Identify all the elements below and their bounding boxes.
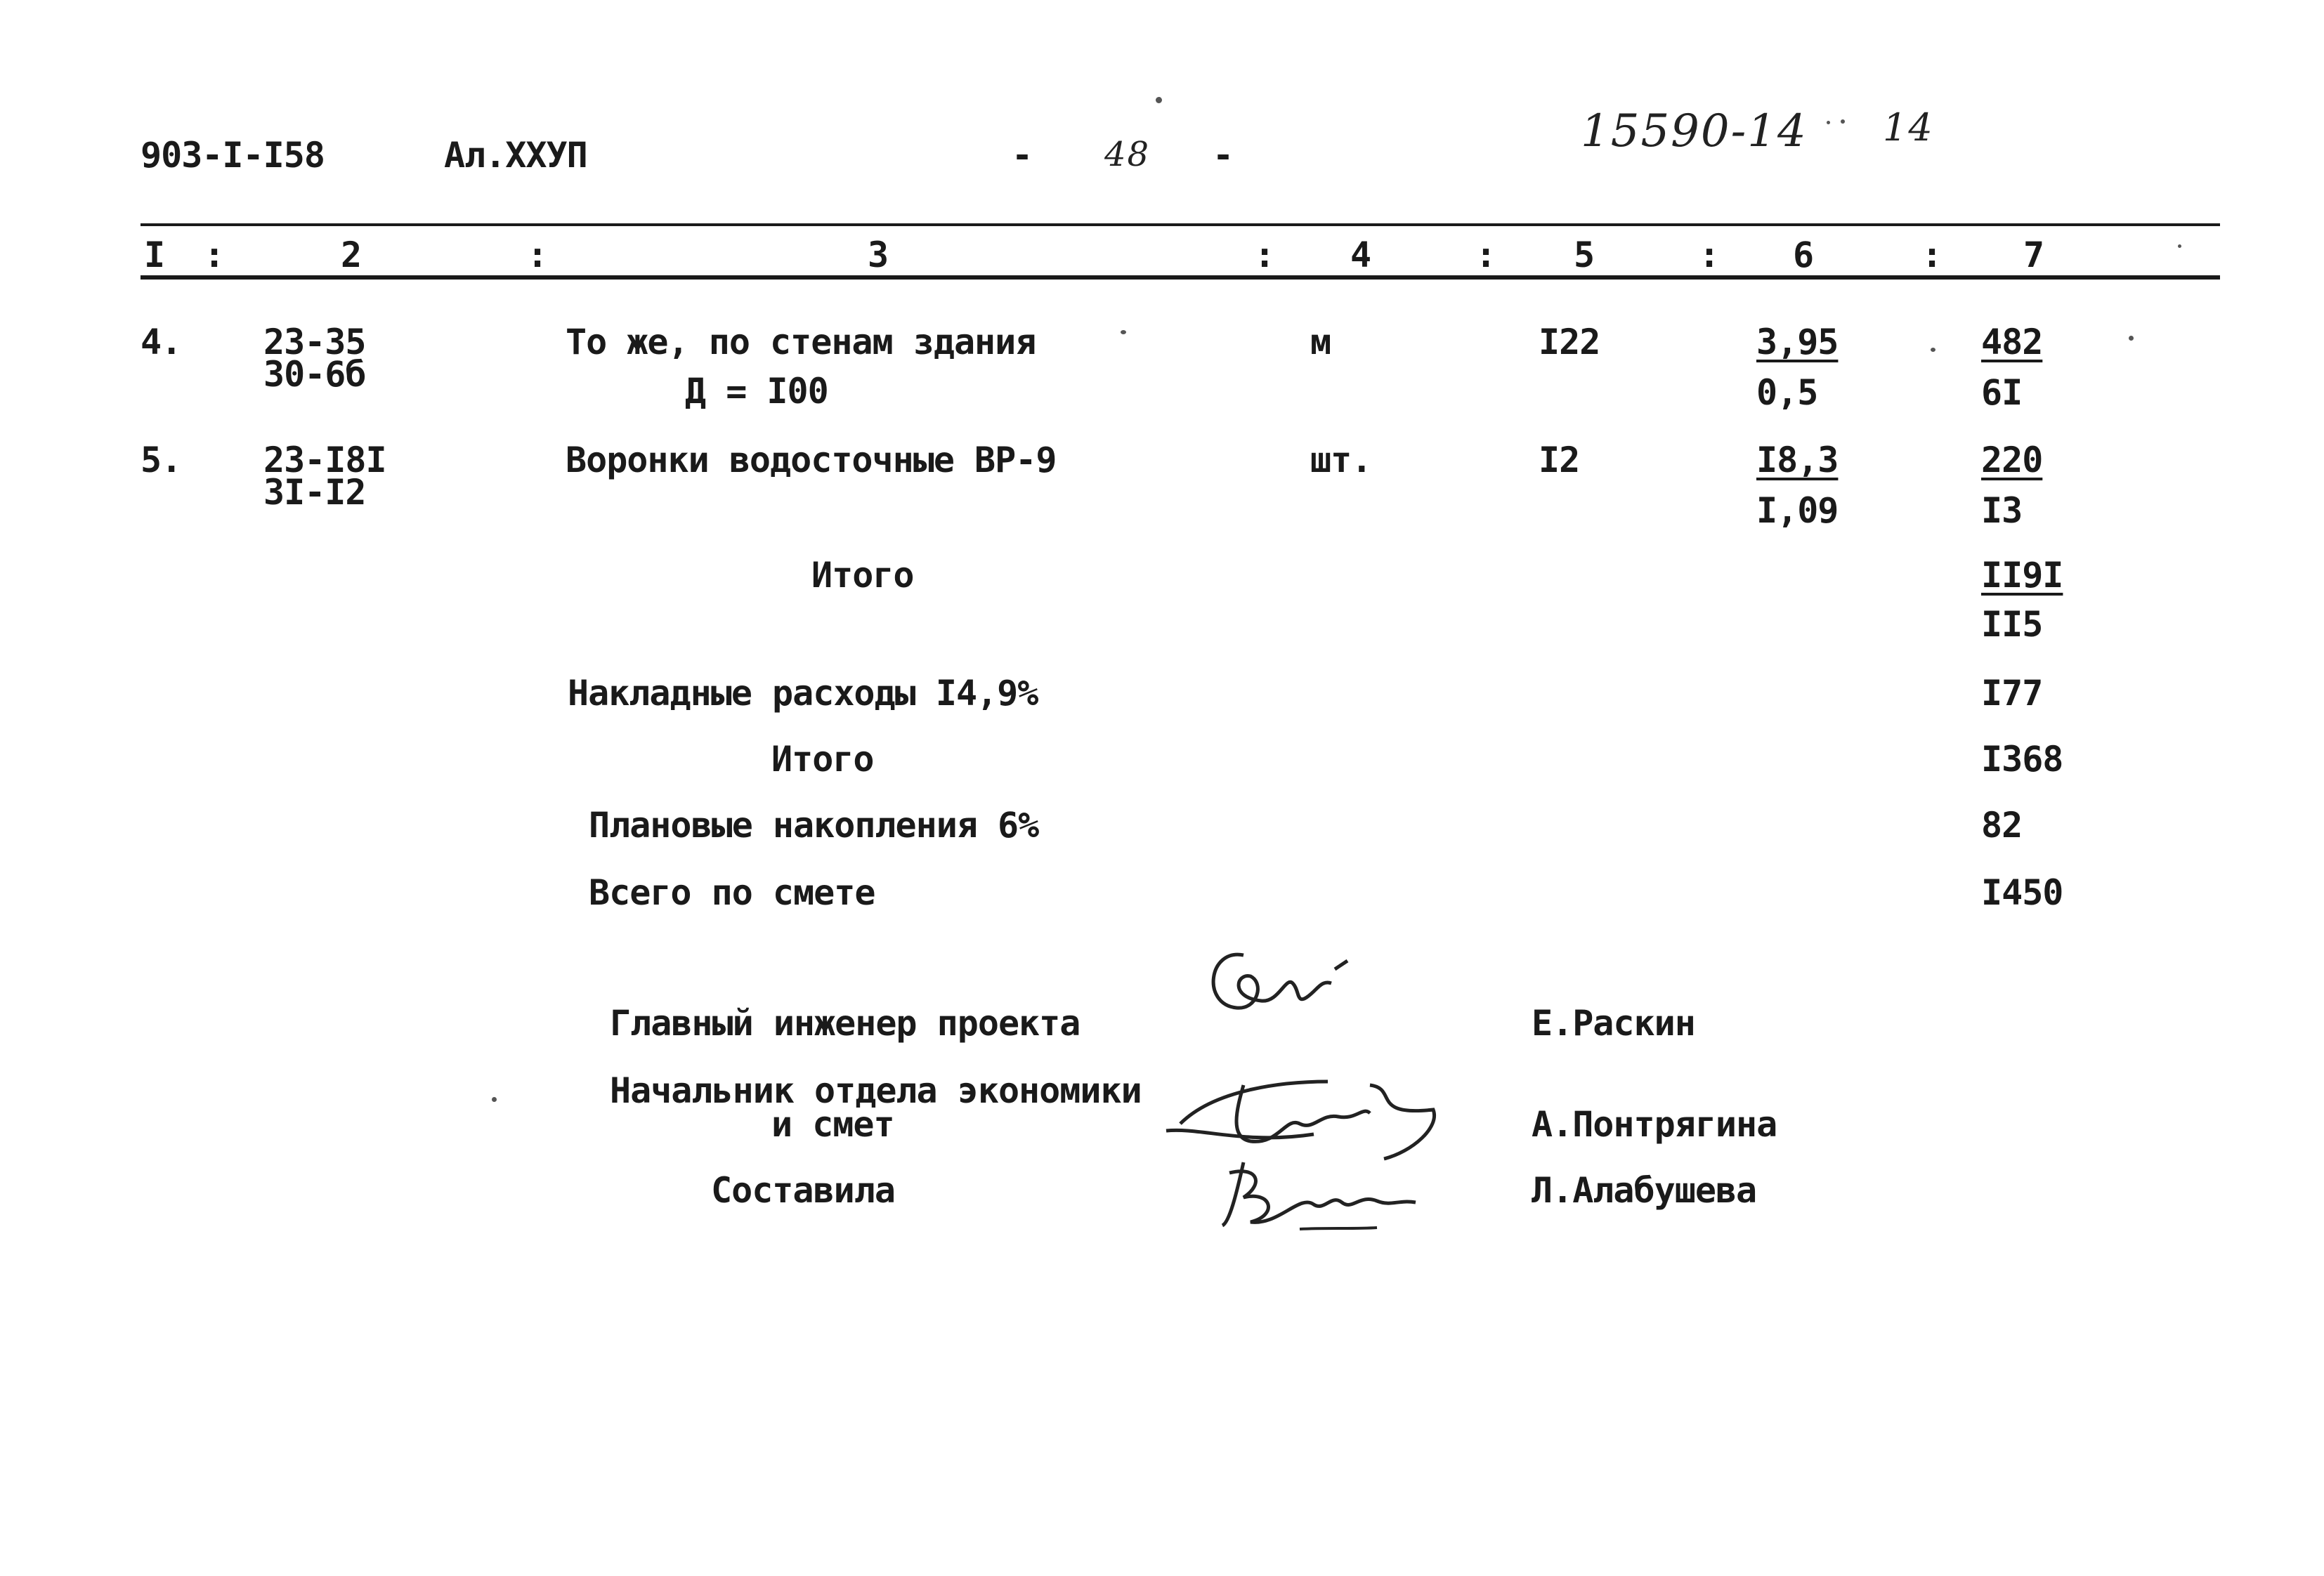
- column-header-3: 3: [868, 235, 889, 275]
- signature-role-department-head: Начальник отдела экономики: [610, 1070, 1142, 1111]
- summary-total-value: I368: [1981, 739, 2063, 780]
- scan-speck: [1931, 348, 1935, 352]
- signature-role-compiler: Составила: [711, 1170, 895, 1211]
- signature-mark-1: [1194, 941, 1363, 1032]
- summary-subtotal-value-bottom: II5: [1981, 604, 2043, 645]
- summary-overhead-value: I77: [1981, 673, 2043, 714]
- scan-speck: [1827, 121, 1830, 124]
- column-header-4: 4: [1350, 235, 1371, 275]
- page-dash-right: -: [1213, 135, 1234, 176]
- row-code-top: 23-35: [263, 322, 366, 362]
- page-number: 48: [1104, 135, 1151, 174]
- scan-speck: [1841, 119, 1845, 124]
- signature-name-department-head: А.Понтрягина: [1532, 1104, 1777, 1145]
- archive-number: 15590-14: [1581, 105, 1808, 157]
- summary-subtotal-value: II9I: [1981, 555, 2063, 596]
- column-separator: :: [1921, 235, 1943, 275]
- row-name: Воронки водосточные ВР-9: [566, 440, 1057, 480]
- row-code-top: 23-I8I: [263, 440, 386, 480]
- signature-mark-3: [1215, 1152, 1426, 1236]
- row-number: 4.: [141, 322, 182, 362]
- scan-speck: [1156, 97, 1162, 103]
- row-quantity: I22: [1539, 322, 1600, 362]
- summary-grand-total-label: Всего по смете: [589, 872, 875, 913]
- sheet-label: Ал.XXУП: [444, 135, 587, 176]
- header-rule-bottom: [141, 275, 2220, 280]
- row-unit: шт.: [1310, 440, 1372, 480]
- scan-speck: [2178, 244, 2181, 248]
- row-quantity: I2: [1539, 440, 1580, 480]
- archive-sheet: 14: [1883, 105, 1934, 150]
- row-price-top: I8,3: [1756, 440, 1839, 480]
- column-separator: :: [204, 235, 225, 275]
- signature-mark-2: [1159, 1060, 1475, 1166]
- scan-speck: [2129, 336, 2134, 341]
- document-code: 903-I-I58: [141, 135, 325, 176]
- row-code-bottom: 30-6б: [263, 354, 366, 395]
- column-header-7: 7: [2023, 235, 2044, 275]
- scan-speck: [492, 1097, 497, 1102]
- column-header-1: I: [144, 235, 165, 275]
- signature-role-department-head-line2: и смет: [771, 1104, 894, 1145]
- summary-planned-label: Плановые накопления 6%: [589, 805, 1039, 846]
- column-separator: :: [1699, 235, 1720, 275]
- summary-planned-value: 82: [1981, 805, 2023, 846]
- row-total-bottom: 6I: [1981, 372, 2023, 413]
- signature-name-compiler: Л.Алабушева: [1532, 1170, 1757, 1211]
- signature-role-chief-engineer: Главный инженер проекта: [610, 1003, 1081, 1044]
- row-price-bottom: 0,5: [1756, 372, 1818, 413]
- header-rule-top: [141, 223, 2220, 226]
- column-separator: :: [1475, 235, 1496, 275]
- column-header-5: 5: [1574, 235, 1595, 275]
- row-name-line2: Д = I00: [685, 371, 828, 412]
- scan-speck: [1121, 330, 1126, 334]
- row-total-top: 482: [1981, 322, 2043, 362]
- column-header-6: 6: [1793, 235, 1814, 275]
- page-dash-left: -: [1012, 135, 1033, 176]
- summary-total-label: Итого: [771, 739, 874, 780]
- summary-subtotal-label: Итого: [811, 555, 914, 596]
- row-price-bottom: I,09: [1756, 490, 1839, 531]
- row-name: То же, по стенам здания: [566, 322, 1036, 362]
- row-total-bottom: I3: [1981, 490, 2023, 531]
- row-code-bottom: 3I-I2: [263, 472, 366, 513]
- summary-overhead-label: Накладные расходы I4,9%: [568, 673, 1038, 714]
- column-header-2: 2: [341, 235, 362, 275]
- row-unit: м: [1310, 322, 1331, 362]
- column-separator: :: [527, 235, 548, 275]
- row-total-top: 220: [1981, 440, 2043, 480]
- row-price-top: 3,95: [1756, 322, 1839, 362]
- column-separator: :: [1254, 235, 1275, 275]
- signature-name-chief-engineer: Е.Раскин: [1532, 1003, 1695, 1044]
- row-number: 5.: [141, 440, 182, 480]
- summary-grand-total-value: I450: [1981, 872, 2063, 913]
